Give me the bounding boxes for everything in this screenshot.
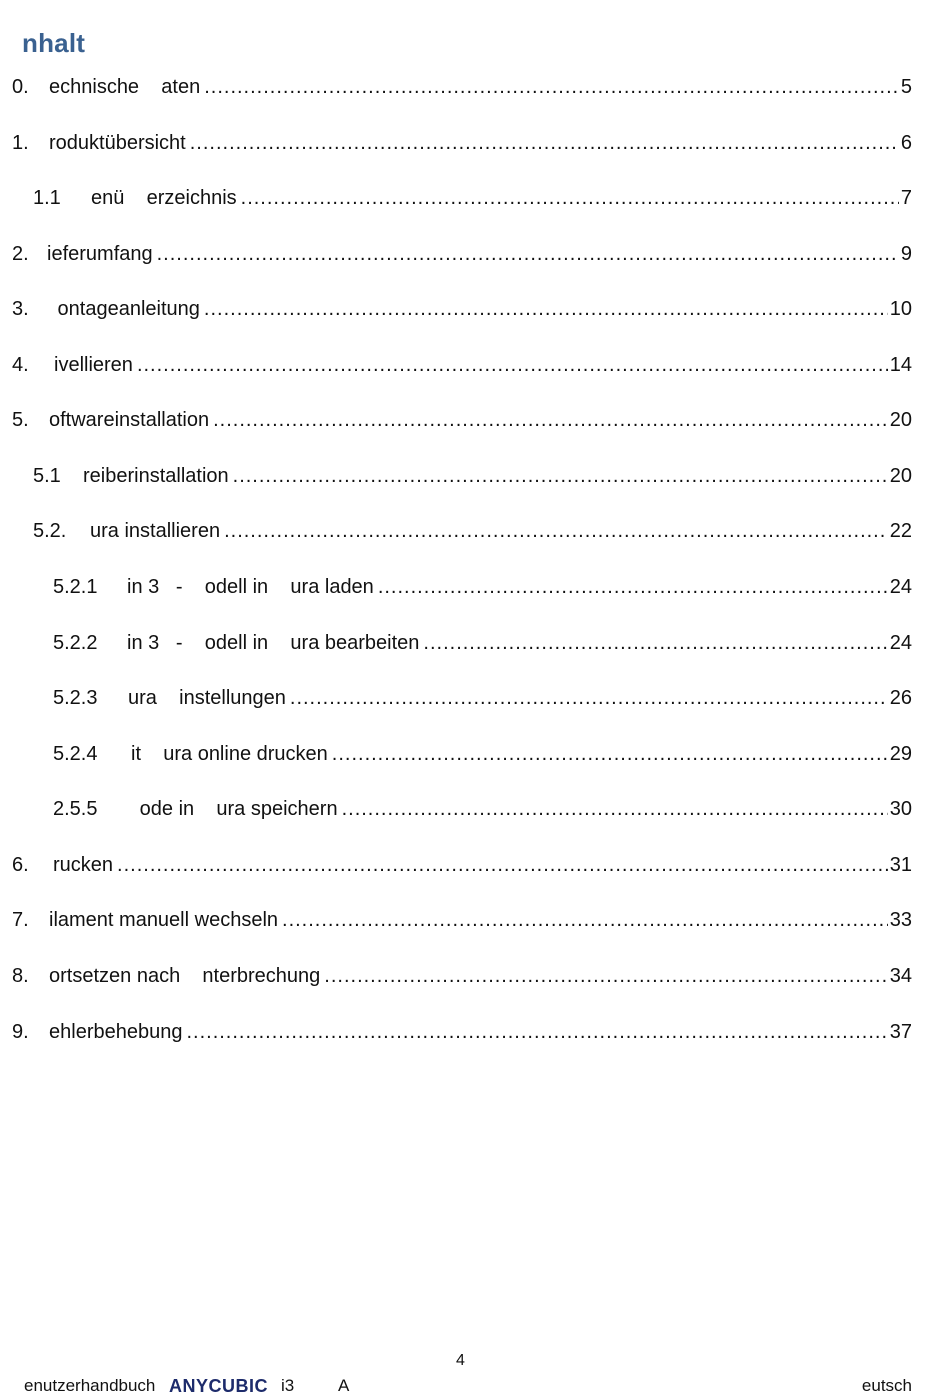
toc-entry-title: in 3 - odell in ura laden <box>127 576 374 598</box>
toc-entry-page: 26 <box>889 687 912 709</box>
toc-entry-title: ontageanleitung <box>52 298 200 320</box>
toc-leader-dots <box>117 852 888 878</box>
toc-entry[interactable] <box>53 630 912 656</box>
toc-entry-page: 24 <box>889 576 912 598</box>
page-number: 4 <box>456 1352 465 1369</box>
toc-entry-title: ilament manuell wechseln <box>49 909 279 931</box>
toc-entry-number: 9. <box>12 1021 29 1043</box>
toc-entry-title: enü erzeichnis <box>91 187 237 209</box>
toc-leader-dots <box>378 574 888 600</box>
toc-entry-number: 8. <box>12 965 29 987</box>
toc-entry-page: 30 <box>889 798 912 820</box>
footer-language: eutsch <box>861 1376 912 1395</box>
toc-entry-page: 5 <box>900 76 912 98</box>
toc-entry-page: 14 <box>889 354 912 376</box>
toc-entry-number: 7. <box>12 909 29 931</box>
toc-entry-number: 5.2. <box>33 520 67 542</box>
toc-entry-title: reiberinstallation <box>83 465 229 487</box>
toc-entry[interactable] <box>12 352 912 378</box>
toc-entry-number: 1.1 <box>33 187 61 209</box>
toc-entry-number: 5. <box>12 409 29 431</box>
toc-entry-number: 2.5.5 <box>53 798 98 820</box>
toc-entry-title: roduktübersicht <box>49 132 186 154</box>
toc-leader-dots <box>157 241 899 267</box>
toc-leader-dots <box>241 185 899 211</box>
toc-entry-page: 34 <box>889 965 912 987</box>
toc-leader-dots <box>190 130 899 156</box>
toc-entry-number: 4. <box>12 354 29 376</box>
toc-leader-dots <box>233 463 888 489</box>
toc-entry[interactable] <box>53 741 912 767</box>
toc-leader-dots <box>186 1019 887 1045</box>
toc-entry-number: 6. <box>12 854 29 876</box>
toc-entry-page: 22 <box>889 520 912 542</box>
toc-entry[interactable] <box>53 796 912 822</box>
toc-leader-dots <box>423 630 887 656</box>
toc-entry[interactable] <box>33 518 912 544</box>
anycubic-logo: ANYCUBIC <box>169 1376 269 1396</box>
toc-entry-title: echnische aten <box>49 76 201 98</box>
toc-entry-page: 33 <box>889 909 912 931</box>
toc-entry[interactable] <box>53 685 912 711</box>
toc-entry[interactable] <box>12 1019 912 1045</box>
toc-entry-page: 24 <box>889 632 912 654</box>
toc-entry[interactable] <box>12 907 912 933</box>
toc-entry-page: 20 <box>889 409 912 431</box>
toc-entry[interactable] <box>12 963 912 989</box>
toc-entry-page: 6 <box>900 132 912 154</box>
toc-leader-dots <box>290 685 888 711</box>
toc-entry[interactable] <box>12 130 912 156</box>
toc-entry-title: in 3 - odell in ura bearbeiten <box>127 632 420 654</box>
toc-entry-page: 9 <box>900 243 912 265</box>
toc-entry-number: 5.2.3 <box>53 687 98 709</box>
toc-entry-title: oftwareinstallation <box>49 409 210 431</box>
toc-entry[interactable] <box>53 574 912 600</box>
toc-entry-page: 20 <box>889 465 912 487</box>
toc-entry-number: 5.2.1 <box>53 576 98 598</box>
toc-entry-title: it ura online drucken <box>131 743 328 765</box>
toc-entry[interactable] <box>33 185 912 211</box>
toc-entry[interactable] <box>12 241 912 267</box>
toc-leader-dots <box>282 907 888 933</box>
toc-entry[interactable] <box>12 296 912 322</box>
footer-manual-label: enutzerhandbuch <box>24 1376 156 1395</box>
footer-mid-letter: A <box>338 1376 350 1395</box>
toc-leader-dots <box>204 74 899 100</box>
toc-entry-page: 37 <box>889 1021 912 1043</box>
toc-leader-dots <box>213 407 888 433</box>
footer-model: i3 <box>281 1376 295 1395</box>
toc-leader-dots <box>137 352 888 378</box>
toc-leader-dots <box>224 518 888 544</box>
toc-entry-number: 1. <box>12 132 29 154</box>
toc-entry-title: rucken <box>53 854 114 876</box>
toc-entry[interactable] <box>12 74 912 100</box>
toc-leader-dots <box>324 963 887 989</box>
toc-entry-number: 5.2.2 <box>53 632 98 654</box>
toc-entry-number: 5.1 <box>33 465 61 487</box>
toc-entry[interactable] <box>33 463 912 489</box>
toc-entry-page: 29 <box>889 743 912 765</box>
toc-entry-page: 31 <box>889 854 912 876</box>
toc-entry-title: ode in ura speichern <box>123 798 338 820</box>
toc-entry[interactable] <box>12 407 912 433</box>
toc-entry-title: ehlerbehebung <box>49 1021 183 1043</box>
toc-entry-number: 5.2.4 <box>53 743 98 765</box>
toc-entry-title: ura installieren <box>90 520 221 542</box>
toc-entry-title: ura instellungen <box>128 687 286 709</box>
toc-entry-number: 0. <box>12 76 29 98</box>
toc-entry-page: 10 <box>889 298 912 320</box>
toc-heading: nhalt <box>22 28 86 58</box>
toc-entry-number: 3. <box>12 298 29 320</box>
toc-entry[interactable] <box>12 852 912 878</box>
toc-leader-dots <box>332 741 888 767</box>
toc-leader-dots <box>342 796 888 822</box>
toc-entry-number: 2. <box>12 243 29 265</box>
page-footer <box>24 1376 912 1398</box>
toc-leader-dots <box>204 296 888 322</box>
toc-entry-title: ivellieren <box>54 354 133 376</box>
toc-entry-title: ieferumfang <box>47 243 153 265</box>
toc-entry-title: ortsetzen nach nterbrechung <box>49 965 321 987</box>
toc-entry-page: 7 <box>900 187 912 209</box>
